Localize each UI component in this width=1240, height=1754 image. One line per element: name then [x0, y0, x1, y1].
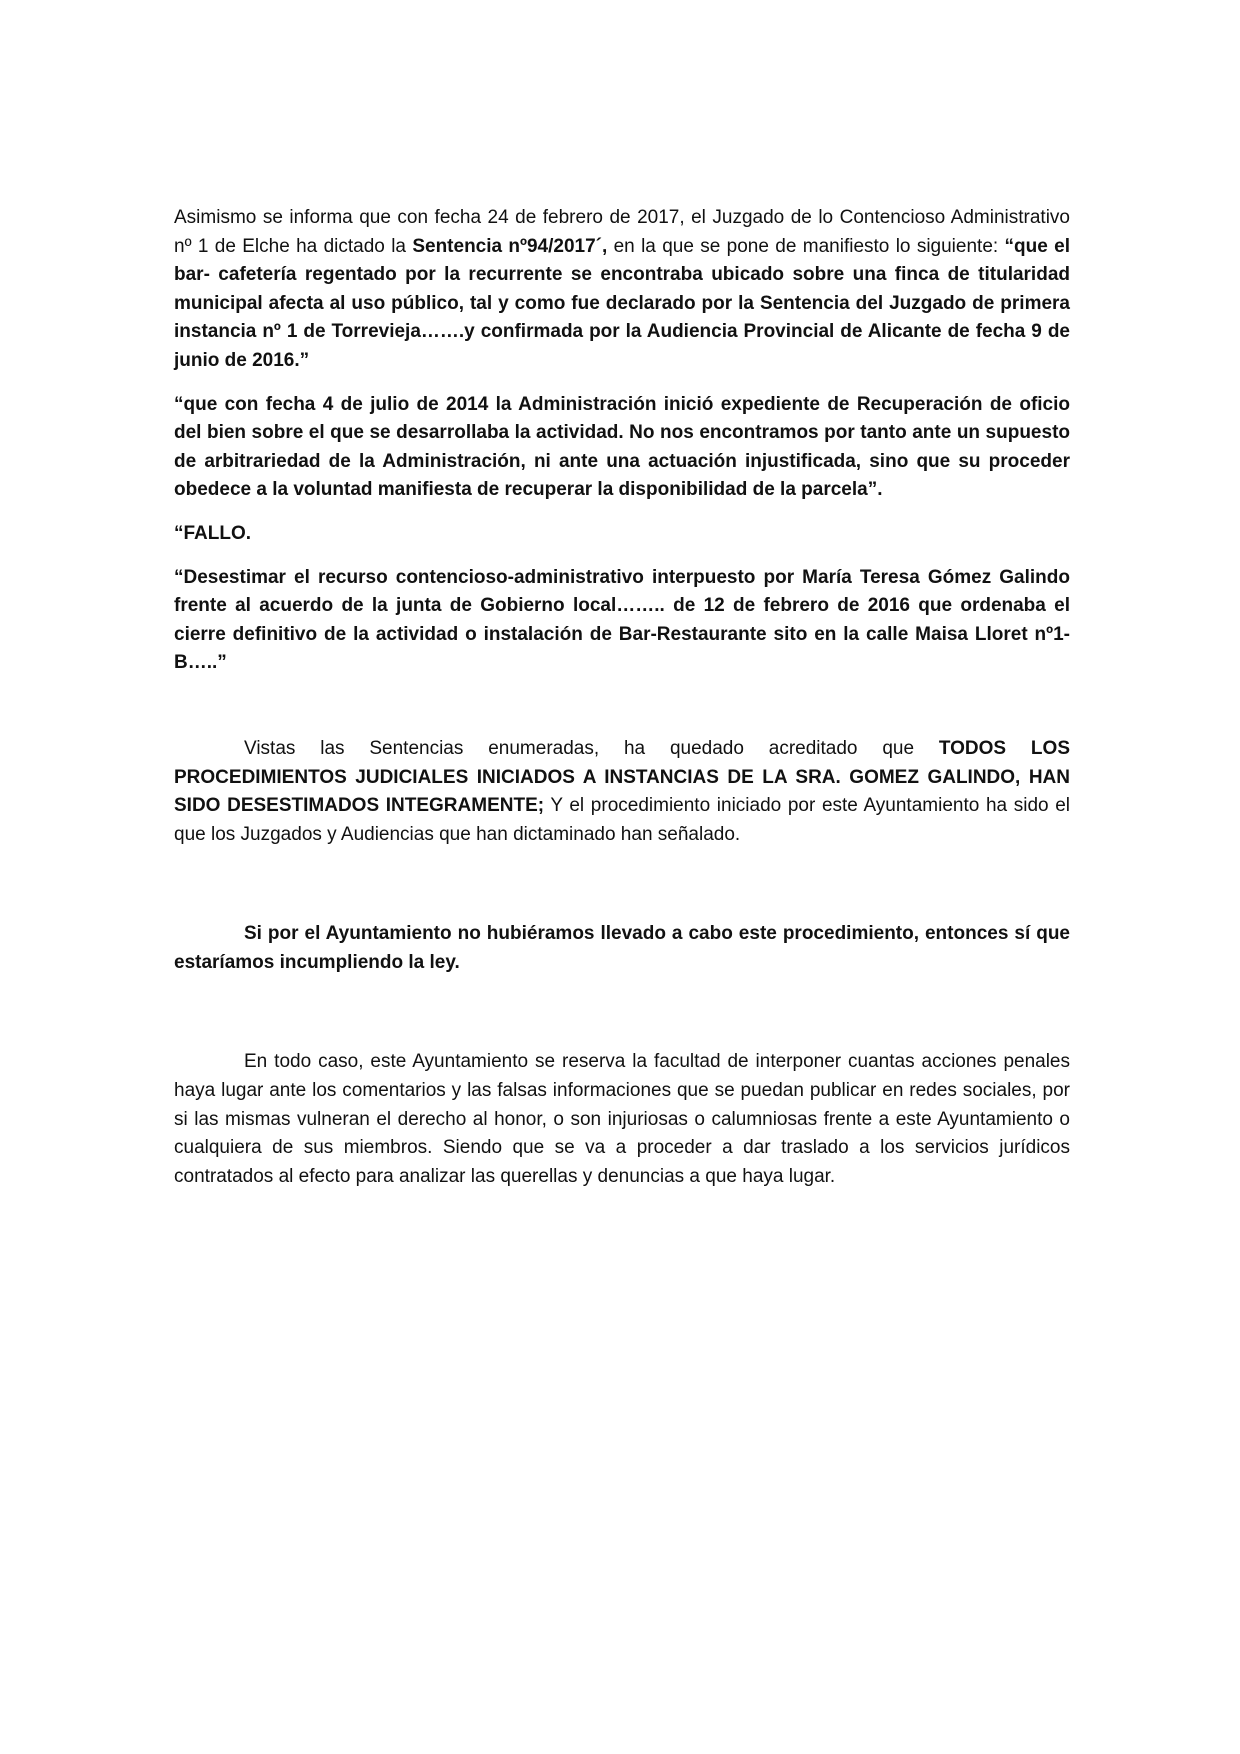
paragraph-acciones-penales — [174, 1048, 1070, 1191]
paragraph-fallo-heading — [174, 520, 1070, 549]
quote-text: “que con fecha 4 de julio de 2014 la Administración inició expediente de Recuperación de oficio del bien sobre el que se desarrollaba la actividad. No nos encontramos por tanto ante un supuesto de arbitrariedad de la Administración, ni ante una actuación injustificada, sino que su proceder obedece a la voluntad manifiesta de recuperar la disponibilidad de la parcela”. — [174, 393, 1070, 501]
sentencia-quote: “que el bar- cafetería regentado por la recurrente se encontraba ubicado sobre una finca de titularidad municipal afecta al uso público, tal y como fue declarado por la Sentencia del Juzgado de primera instancia nº 1 de Torrevieja…….y confirmada por la Audiencia Provincial de Alicante de fecha 9 de junio de 2016.” — [174, 235, 1070, 371]
paragraph-quote-recuperacion — [174, 391, 1070, 505]
paragraph-ayuntamiento-statement — [174, 920, 1070, 977]
document-page — [174, 204, 1070, 1191]
paragraph-text: Asimismo se informa que con fecha 24 de febrero de 2017, el Juzgado de lo Contencioso Administrativo nº 1 de Elche ha dictado la — [174, 207, 1070, 257]
paragraph-sentencia — [174, 204, 1070, 376]
paragraph-text: Y el procedimiento iniciado por este Ayuntamiento ha sido el que los Juzgados y Audiencias que han dictaminado han señalado. — [174, 795, 1071, 845]
emphasis-text: TODOS LOS PROCEDIMIENTOS JUDICIALES INICIADOS A INSTANCIAS DE LA SRA. GOMEZ GALINDO, HAN SIDO DESESTIMADOS INTEGRAMENTE; — [174, 737, 1070, 817]
statement-text: Si por el Ayuntamiento no hubiéramos llevado a cabo este procedimiento, entonces sí que estaríamos incumpliendo la ley. — [174, 923, 1070, 973]
paragraph-text: en la que se pone de manifiesto lo siguiente: — [607, 235, 1005, 257]
sentencia-reference: Sentencia nº94/2017´, — [412, 235, 608, 257]
fallo-text: “Desestimar el recurso contencioso-administrativo interpuesto por María Teresa Gómez Galindo frente al acuerdo de la junta de Gobierno local…….. de 12 de febrero de 2016 que ordenaba el cierre definitivo de la actividad o instalación de Bar-Restaurante sito en la calle Maisa Lloret nº1-B…..” — [174, 566, 1070, 674]
paragraph-fallo-text — [174, 564, 1070, 678]
paragraph-text: En todo caso, este Ayuntamiento se reserva la facultad de interponer cuantas acciones penales haya lugar ante los comentarios y las falsas informaciones que se puedan publicar en redes sociales, por si las mismas vulneran el derecho al honor, o son injuriosas o calumniosas frente a este Ayuntamiento o cualquiera de sus miembros. Siendo que se va a proceder a dar traslado a los servicios jurídicos contratados al efecto para analizar las querellas y denuncias a que haya lugar. — [174, 1051, 1070, 1187]
fallo-heading: “FALLO. — [174, 522, 252, 544]
paragraph-vistas-sentencias — [174, 735, 1070, 849]
paragraph-text: Vistas las Sentencias enumeradas, ha quedado acreditado que — [244, 737, 939, 759]
